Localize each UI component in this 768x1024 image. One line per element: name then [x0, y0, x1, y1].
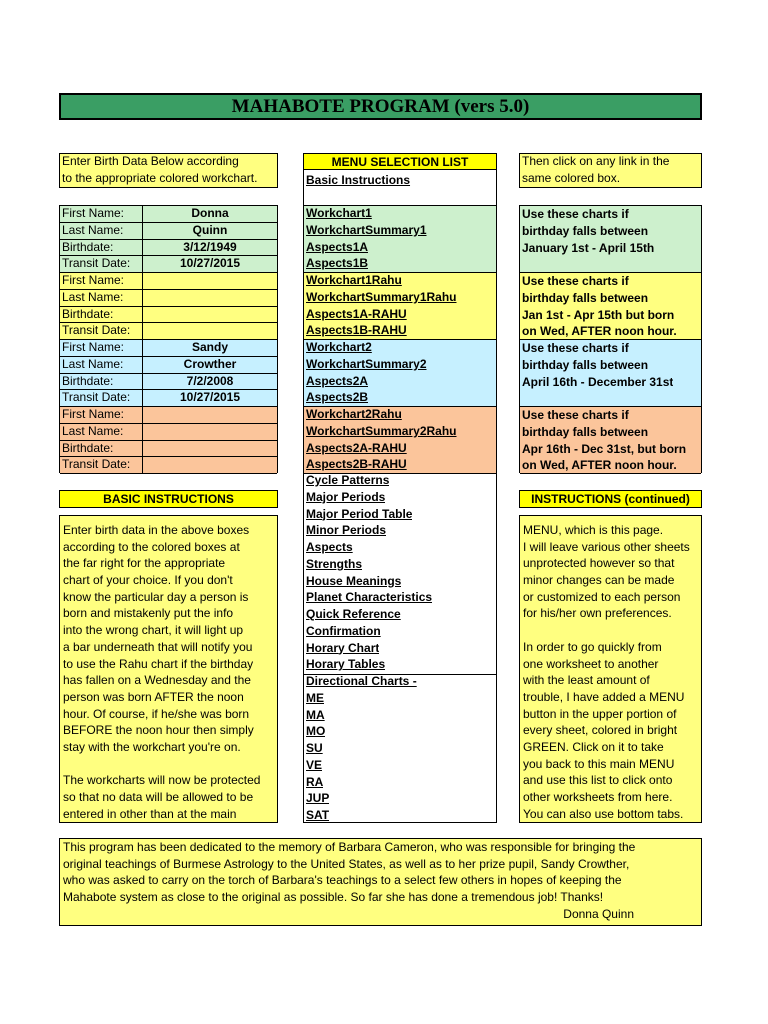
field-value-last[interactable] — [143, 290, 277, 307]
chart-link[interactable]: Aspects1A-RAHU — [306, 306, 407, 321]
text-line: In order to go quickly from — [523, 639, 662, 654]
directional-link[interactable]: SAT — [306, 808, 330, 822]
text-line: Mahabote system as close to the original as possible. So far she has done a tremendous job! Thanks! — [63, 890, 604, 905]
note-line: Apr 16th - Dec 31st, but born — [522, 441, 687, 456]
chart-link[interactable]: WorkchartSummary1Rahu — [306, 289, 457, 304]
text-line: one worksheet to another — [523, 656, 659, 671]
text-line: stay with the workchart you're on. — [63, 739, 241, 754]
directional-header: Directional Charts - — [306, 674, 417, 688]
text-line: who was asked to carry on the torch of Barbara's teachings to a select few others in hopes of keeping the — [63, 873, 622, 888]
note-line: birthday falls between — [522, 290, 649, 305]
text-line: know the particular day a person is — [63, 589, 249, 604]
birth-row — [60, 357, 277, 374]
text-line: according to the colored boxes at — [63, 539, 240, 554]
birth-row — [60, 206, 277, 223]
directional-link[interactable]: VE — [306, 757, 323, 772]
birth-row — [60, 273, 277, 290]
chart-link[interactable]: Aspects1B — [306, 256, 369, 271]
field-value-birth[interactable]: 3/12/1949 — [183, 239, 237, 254]
field-label: Transit Date: — [60, 256, 143, 273]
menu-header: MENU SELECTION LIST — [303, 153, 497, 170]
chart-link[interactable]: Workchart2Rahu — [306, 407, 402, 421]
birth-row — [60, 424, 277, 441]
directional-divider — [303, 674, 497, 675]
text-line: other worksheets from here. — [523, 790, 673, 804]
field-label: Birthdate: — [60, 240, 143, 257]
text-line: and use this list to click onto — [523, 773, 673, 788]
note-line: Use these charts if — [522, 341, 629, 355]
menu-link[interactable]: Confirmation — [306, 623, 381, 638]
intro-right-box — [519, 153, 702, 188]
text-line: BEFORE the noon hour then simply — [63, 723, 254, 738]
text-line: with the least amount of — [523, 673, 650, 688]
field-label: Transit Date: — [60, 323, 143, 340]
basic-instructions-header: BASIC INSTRUCTIONS — [59, 490, 278, 508]
date-range-note — [520, 273, 701, 340]
birth-row — [60, 307, 277, 324]
note-line: birthday falls between — [522, 223, 649, 238]
intro-left-line: to the appropriate colored workchart. — [62, 171, 258, 185]
menu-link[interactable]: Quick Reference — [306, 607, 401, 621]
text-line: so that no data will be allowed to be — [63, 790, 254, 804]
chart-link[interactable]: Aspects2A-RAHU — [306, 440, 407, 455]
text-line: you back to this main MENU — [523, 756, 675, 771]
chart-link[interactable]: WorkchartSummary1 — [306, 222, 427, 237]
text-line: every sheet, colored in bright — [523, 723, 678, 738]
chart-link-block — [304, 407, 496, 474]
directional-link[interactable]: JUP — [306, 791, 330, 806]
date-range-note — [520, 340, 701, 407]
menu-link[interactable]: Horary Chart — [306, 640, 380, 655]
chart-link[interactable]: Workchart1 — [306, 206, 372, 220]
field-label: Last Name: — [60, 290, 143, 307]
chart-link[interactable]: WorkchartSummary2 — [306, 356, 427, 371]
field-label: First Name: — [60, 340, 143, 357]
menu-link[interactable]: Horary Tables — [306, 657, 386, 672]
birth-row — [60, 390, 277, 407]
chart-link-block — [304, 273, 496, 340]
text-line: or customized to each person — [523, 589, 681, 604]
field-value-transit[interactable] — [143, 457, 277, 474]
field-value-last[interactable]: Crowther — [183, 356, 237, 371]
birth-row — [60, 256, 277, 273]
text-line: has fallen on a Wednesday and the — [63, 673, 251, 688]
note-line: Use these charts if — [522, 274, 629, 288]
note-line: birthday falls between — [522, 357, 649, 372]
instructions-continued-header: INSTRUCTIONS (continued) — [519, 490, 702, 508]
menu-link[interactable]: Planet Characteristics — [306, 590, 433, 605]
dedication-box — [59, 838, 702, 926]
text-line: MENU, which is this page. — [523, 523, 664, 537]
chart-link[interactable]: Aspects2B — [306, 390, 369, 405]
field-value-birth[interactable]: 7/2/2008 — [186, 373, 234, 388]
text-line: Enter birth data in the above boxes — [63, 523, 250, 537]
text-line — [63, 756, 274, 773]
intro-right-line: Then click on any link in the — [522, 154, 670, 168]
chart-link[interactable]: Aspects2B-RAHU — [306, 457, 407, 472]
field-value-first[interactable]: Donna — [191, 206, 229, 220]
text-line: born and mistakenly put the info — [63, 606, 234, 621]
menu-link[interactable]: Major Period Table — [306, 506, 413, 521]
directional-link[interactable]: ME — [306, 690, 324, 705]
menu-link[interactable]: Minor Periods — [306, 523, 387, 538]
field-value-last[interactable] — [143, 424, 277, 441]
menu-link[interactable]: Major Periods — [306, 489, 386, 504]
field-value-transit[interactable] — [143, 323, 277, 340]
text-line: a bar underneath that will notify you — [63, 639, 253, 654]
chart-link[interactable]: Aspects2A — [306, 373, 369, 388]
date-range-notes — [519, 205, 702, 473]
menu-link[interactable]: House Meanings — [306, 573, 402, 588]
note-line: April 16th - December 31st — [522, 374, 674, 389]
note-line: Use these charts if — [522, 408, 629, 422]
text-line: entered in other than at the main — [63, 806, 237, 821]
birth-row — [60, 240, 277, 257]
birth-row — [60, 323, 277, 340]
field-value-transit[interactable]: 10/27/2015 — [179, 390, 241, 405]
menu-link[interactable]: Aspects — [306, 540, 353, 554]
text-line: chart of your choice. If you don't — [63, 573, 233, 588]
chart-links-grid — [303, 205, 497, 473]
field-value-last[interactable]: Quinn — [192, 222, 228, 237]
note-line: on Wed, AFTER noon hour. — [522, 324, 677, 339]
field-value-first[interactable] — [143, 407, 277, 424]
note-line: Jan 1st - Apr 15th but born — [522, 307, 675, 322]
directional-link[interactable]: SU — [306, 741, 323, 755]
birth-row — [60, 340, 277, 357]
field-value-birth[interactable] — [143, 441, 277, 458]
text-line: to use the Rahu chart if the birthday — [63, 656, 254, 671]
field-label: Birthdate: — [60, 307, 143, 324]
text-line: button in the upper portion of — [523, 706, 677, 721]
text-line: trouble, I have added a MENU — [523, 689, 685, 704]
text-line: I will leave various other sheets — [523, 539, 690, 554]
text-line: unprotected however so that — [523, 556, 675, 571]
directional-link[interactable]: MA — [306, 707, 325, 722]
field-label: Transit Date: — [60, 457, 143, 474]
basic-instructions-body — [59, 515, 278, 823]
birth-row — [60, 374, 277, 391]
note-line: birthday falls between — [522, 424, 649, 439]
note-line: on Wed, AFTER noon hour. — [522, 458, 677, 473]
page-title: MAHABOTE PROGRAM (vers 5.0) — [59, 93, 702, 120]
field-label: First Name: — [60, 206, 143, 223]
field-value-birth[interactable] — [143, 307, 277, 324]
intro-left-box — [59, 153, 278, 188]
field-label: Transit Date: — [60, 390, 143, 407]
directional-link[interactable]: MO — [306, 724, 326, 739]
text-line: You can also use bottom tabs. — [523, 806, 684, 821]
field-label: First Name: — [60, 407, 143, 424]
chart-link-block — [304, 340, 496, 407]
field-value-transit[interactable]: 10/27/2015 — [179, 256, 241, 271]
intro-right-line: same colored box. — [522, 171, 621, 185]
field-value-first[interactable]: Sandy — [191, 340, 228, 354]
birth-row — [60, 290, 277, 307]
intro-left-line: Enter Birth Data Below according — [62, 154, 239, 168]
text-line: The workcharts will now be protected — [63, 773, 261, 788]
chart-link[interactable]: WorkchartSummary2Rahu — [306, 423, 457, 438]
birth-data-grid — [59, 205, 278, 473]
chart-link[interactable]: Workchart1Rahu — [306, 273, 402, 287]
menu-link[interactable]: Strengths — [306, 556, 363, 571]
directional-link[interactable]: RA — [306, 774, 324, 789]
text-line: minor changes can be made — [523, 573, 675, 588]
text-line: into the wrong chart, it will light up — [63, 623, 244, 638]
date-range-note — [520, 206, 701, 273]
birth-row — [60, 441, 277, 458]
field-label: Birthdate: — [60, 374, 143, 391]
field-value-first[interactable] — [143, 273, 277, 290]
chart-link[interactable]: Workchart2 — [306, 340, 372, 354]
note-line: Use these charts if — [522, 207, 629, 221]
field-label: Last Name: — [60, 424, 143, 441]
text-line: person was born AFTER the noon — [63, 689, 244, 704]
text-line: hour. Of course, if he/she was born — [63, 706, 250, 721]
field-label: Last Name: — [60, 223, 143, 240]
chart-link[interactable]: Aspects1A — [306, 239, 369, 254]
field-label: Birthdate: — [60, 441, 143, 458]
text-line: original teachings of Burmese Astrology to the United States, as well as to her prize pupil, Sandy Crowther, — [63, 856, 630, 871]
instructions-continued-body — [519, 515, 702, 823]
birth-row — [60, 457, 277, 474]
signature: Donna Quinn — [563, 906, 634, 921]
menu-link[interactable]: Cycle Patterns — [306, 473, 390, 487]
birth-row — [60, 407, 277, 424]
note-line: January 1st - April 15th — [522, 240, 655, 255]
chart-link-block — [304, 206, 496, 273]
date-range-note — [520, 407, 701, 474]
text-line: This program has been dedicated to the memory of Barbara Cameron, who was responsible for bringing the — [63, 840, 636, 854]
text-line: GREEN. Click on it to take — [523, 739, 664, 754]
link-basic-instructions[interactable]: Basic Instructions — [306, 173, 411, 187]
text-line — [523, 622, 698, 639]
field-label: First Name: — [60, 273, 143, 290]
text-line: the far right for the appropriate — [63, 556, 226, 571]
field-label: Last Name: — [60, 357, 143, 374]
text-line: for his/her own preferences. — [523, 606, 672, 621]
chart-link[interactable]: Aspects1B-RAHU — [306, 323, 407, 338]
birth-row — [60, 223, 277, 240]
